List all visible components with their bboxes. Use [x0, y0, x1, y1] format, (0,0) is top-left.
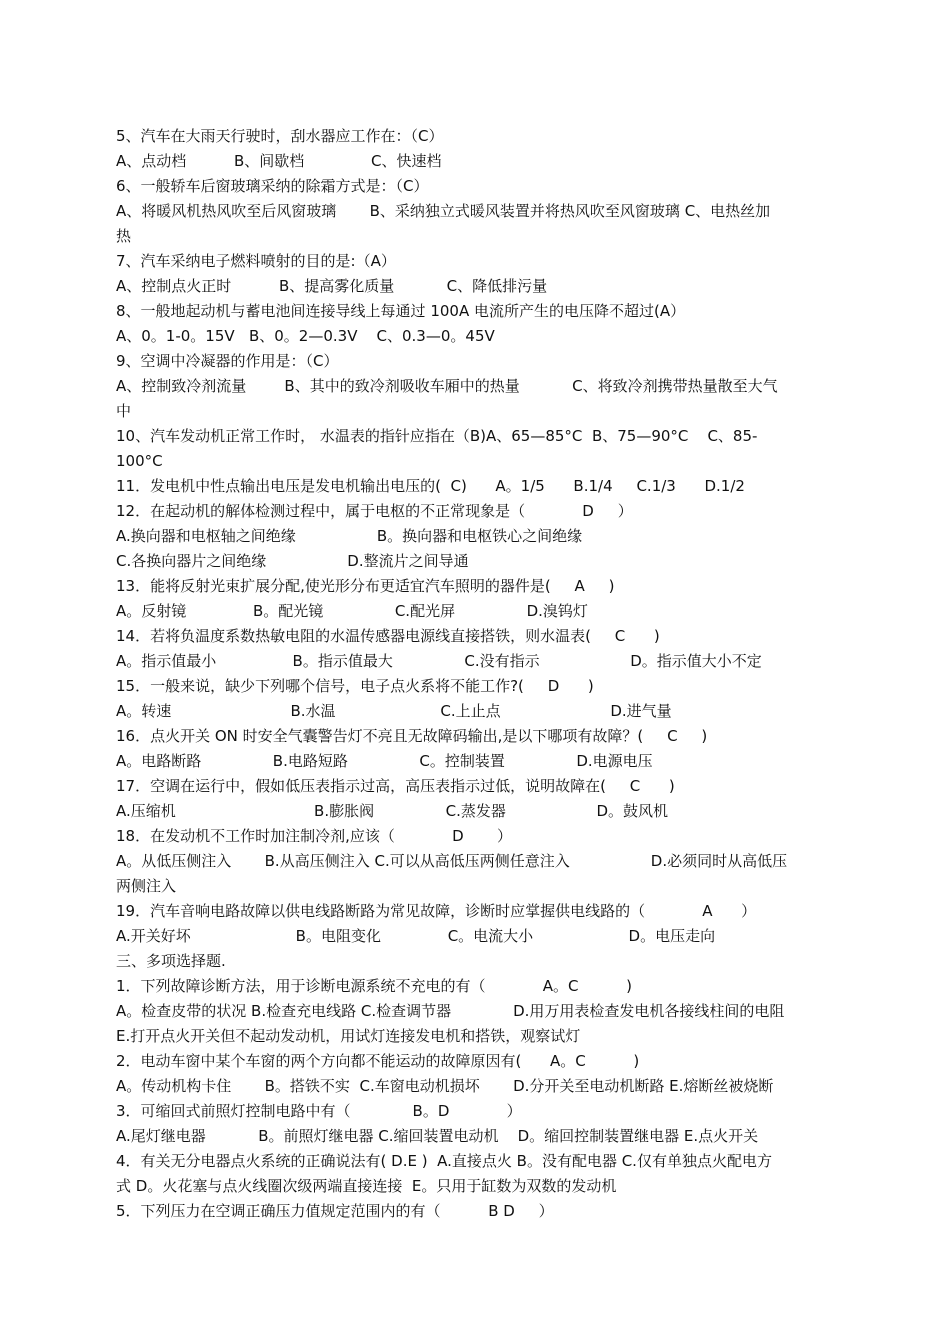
text-line: A。从低压侧注入 B.从高压侧注入 C.可以从高低压两侧任意注入 D.必须同时从高低压: [116, 852, 788, 870]
text-line: C.各换向器片之间绝缘 D.整流片之间导通: [116, 552, 469, 570]
text-line: 1．下列故障诊断方法，用于诊断电源系统不充电的有（ A。C ): [116, 977, 633, 995]
document-body: [116, 124, 856, 1224]
text-line: 16．点火开关 ON 时安全气囊警告灯不亮且无故障码输出,是以下哪项有故障？( C ): [116, 727, 708, 745]
text-line: 3．可缩回式前照灯控制电路中有（ B。D ）: [116, 1102, 522, 1120]
text-line: 式 D。火花塞与点火线圈次级两端直接连接 E。只用于缸数为双数的发动机: [116, 1177, 617, 1195]
text-line: A。检查皮带的状况 B.检查充电线路 C.检查调节器 D.用万用表检查发电机各接线柱间的电阻: [116, 1002, 785, 1020]
text-line: A。指示值最小 B。指示值最大 C.没有指示 D。指示值大小不定: [116, 652, 762, 670]
text-line: 中: [116, 402, 132, 420]
text-line: 4．有关无分电器点火系统的正确说法有( D.E ) A.直接点火 B。没有配电器 C.仅有单独点火配电方: [116, 1152, 772, 1170]
text-line: 7、汽车采纳电子燃料喷射的目的是:（A）: [116, 252, 396, 270]
text-line: 19．汽车音响电路故障以供电线路断路为常见故障，诊断时应掌握供电线路的（ A ）: [116, 902, 757, 920]
text-line: E.打开点火开关但不起动发动机，用试灯连接发电机和搭铁，观察试灯: [116, 1027, 581, 1045]
text-line: A。传动机构卡住 B。搭铁不实 C.车窗电动机损坏 D.分开关至电动机断路 E.熔断丝被烧断: [116, 1077, 774, 1095]
text-line: A.换向器和电枢轴之间绝缘 B。换向器和电枢铁心之间绝缘: [116, 527, 583, 545]
text-line: A。反射镜 B。配光镜 C.配光屏 D.溴钨灯: [116, 602, 588, 620]
text-line: 18．在发动机不工作时加注制冷剂,应该（ D ）: [116, 827, 513, 845]
text-line: 10、汽车发动机正常工作时， 水温表的指针应指在（B)A、65—85°C B、75—90°C C、85-: [116, 427, 758, 445]
text-line: A.开关好坏 B。电阻变化 C。电流大小 D。电压走向: [116, 927, 716, 945]
text-line: 100°C: [116, 452, 163, 470]
text-line: 11．发电机中性点输出电压是发电机输出电压的( C) A。1/5 B.1/4 C.1/3 D.1/2: [116, 477, 745, 495]
text-line: 12．在起动机的解体检测过程中，属于电枢的不正常现象是（ D ）: [116, 502, 633, 520]
text-line: A、控制点火正时 B、提高雾化质量 C、降低排污量: [116, 277, 548, 295]
text-line: 15．一般来说，缺少下列哪个信号，电子点火系将不能工作?( D ): [116, 677, 594, 695]
text-line: 13．能将反射光束扩展分配,使光形分布更适宜汽车照明的器件是( A ): [116, 577, 615, 595]
text-line: 热: [116, 227, 132, 245]
text-line: A、控制致冷剂流量 B、其中的致冷剂吸收车厢中的热量 C、将致冷剂携带热量散至大气: [116, 377, 778, 395]
text-line: 8、一般地起动机与蓄电池间连接导线上每通过 100A 电流所产生的电压降不超过(A）: [116, 302, 686, 320]
text-line: A、0。1-0。15V B、0。2—0.3V C、0.3—0。45V: [116, 327, 495, 345]
text-line: 14．若将负温度系数热敏电阻的水温传感器电源线直接搭铁，则水温表( C ): [116, 627, 660, 645]
text-line: A、将暖风机热风吹至后风窗玻璃 B、采纳独立式暖风装置并将热风吹至风窗玻璃 C、电热丝加: [116, 202, 771, 220]
text-line: 9、空调中冷凝器的作用是：（C）: [116, 352, 339, 370]
text-line: 17．空调在运行中，假如低压表指示过高，高压表指示过低，说明故障在( C ): [116, 777, 675, 795]
text-line: 6、一般轿车后窗玻璃采纳的除霜方式是：（C）: [116, 177, 429, 195]
text-line: 5．下列压力在空调正确压力值规定范围内的有（ B D ）: [116, 1202, 554, 1220]
text-line: A。电路断路 B.电路短路 C。控制装置 D.电源电压: [116, 752, 653, 770]
text-line: 5、汽车在大雨天行驶时，刮水器应工作在：（C）: [116, 127, 444, 145]
text-line: A、点动档 B、间歇档 C、快速档: [116, 152, 442, 170]
text-line: 两侧注入: [116, 877, 177, 895]
text-line: A.尾灯继电器 B。前照灯继电器 C.缩回装置电动机 D。缩回控制装置继电器 E.点火开关: [116, 1127, 759, 1145]
text-line: A.压缩机 B.膨胀阀 C.蒸发器 D。鼓风机: [116, 802, 669, 820]
text-line: 三、多项选择题.: [116, 952, 226, 970]
text-line: 2．电动车窗中某个车窗的两个方向都不能运动的故障原因有( A。C ): [116, 1052, 640, 1070]
text-line: A。转速 B.水温 C.上止点 D.进气量: [116, 702, 672, 720]
